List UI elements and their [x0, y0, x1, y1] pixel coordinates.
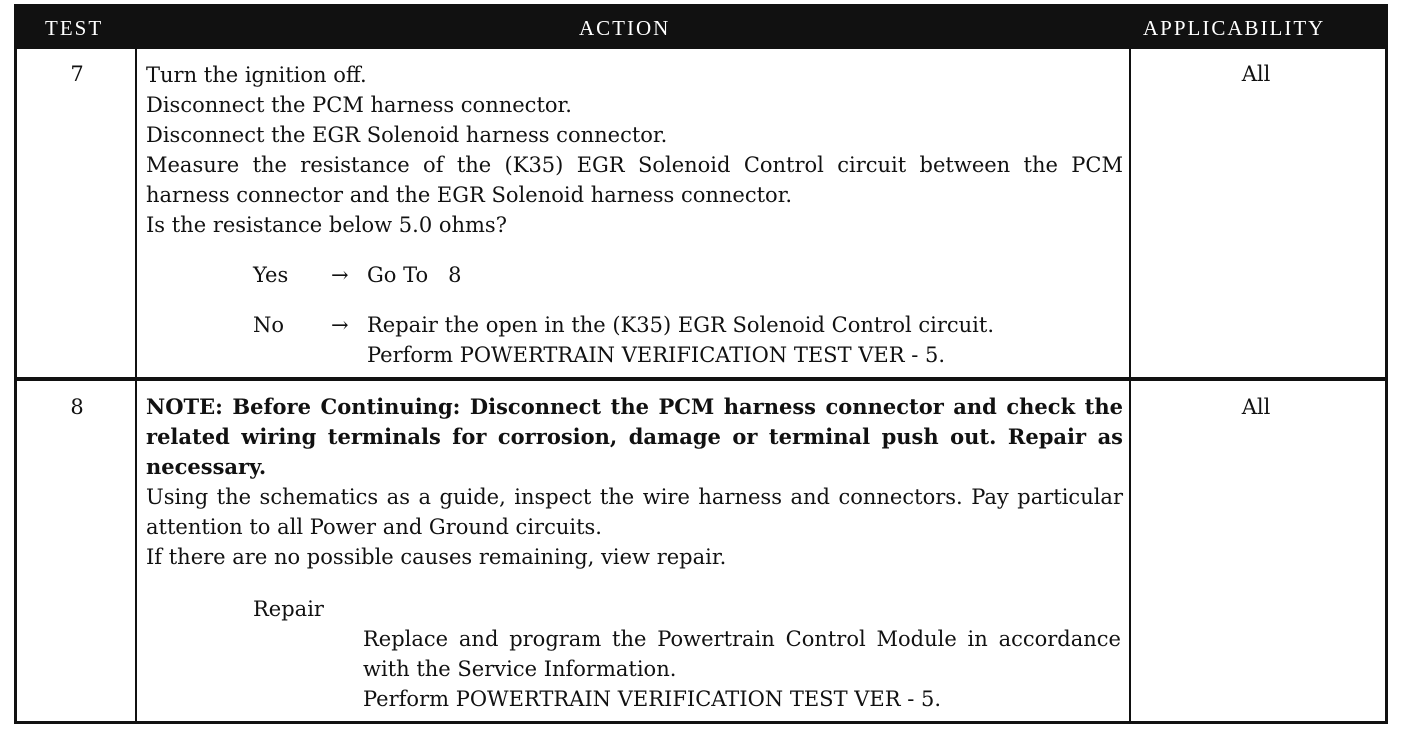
header-test: TEST: [45, 16, 104, 40]
test-number: 7: [70, 62, 84, 86]
applicability-value: All: [1241, 62, 1271, 86]
step-text: Turn the ignition off.: [146, 63, 367, 87]
no-label: No: [253, 313, 285, 337]
step-text: Disconnect the PCM harness connector.: [146, 93, 572, 117]
repair-action-verify: Perform POWERTRAIN VERIFICATION TEST VER - 5.: [363, 687, 942, 711]
step-text: If there are no possible causes remaining, view repair.: [146, 545, 727, 569]
arrow-right-icon: →: [331, 313, 349, 337]
no-action-verify: Perform POWERTRAIN VERIFICATION TEST VER - 5.: [367, 343, 946, 367]
action-steps: [146, 60, 1123, 240]
note-text: NOTE: Before Continuing: Disconnect the PCM harness connector and check the related wiring terminals for corrosion, damage or terminal push out. Repair as necessary.: [146, 394, 1123, 479]
column-divider-test: [135, 49, 137, 721]
column-divider-applicability: [1129, 49, 1131, 721]
repair-label: Repair: [253, 597, 324, 621]
step-text: Using the schematics as a guide, inspect the wire harness and connectors. Pay particular attention to all Power and Ground circuits.: [146, 485, 1123, 539]
question-text: Is the resistance below 5.0 ohms?: [146, 213, 507, 237]
header-applicability: APPLICABILITY: [1143, 16, 1326, 40]
repair-action-replace: Replace and program the Powertrain Control Module in accordance with the Service Information.: [363, 627, 1121, 681]
action-steps: [146, 392, 1123, 572]
yes-action: Go To 8: [367, 263, 462, 287]
no-action-repair: Repair the open in the (K35) EGR Solenoid Control circuit.: [367, 313, 995, 337]
test-number: 8: [70, 395, 84, 419]
table-header: [17, 7, 1385, 49]
step-text: Disconnect the EGR Solenoid harness connector.: [146, 123, 668, 147]
applicability-value: All: [1241, 395, 1271, 419]
yes-label: Yes: [253, 263, 289, 287]
arrow-right-icon: →: [331, 263, 349, 287]
header-action: ACTION: [579, 16, 671, 40]
step-text: Measure the resistance of the (K35) EGR Solenoid Control circuit between the PCM harness connector and the EGR Solenoid harness connector.: [146, 153, 1123, 207]
row-divider: [17, 377, 1385, 381]
diagnostic-table: [14, 4, 1388, 724]
